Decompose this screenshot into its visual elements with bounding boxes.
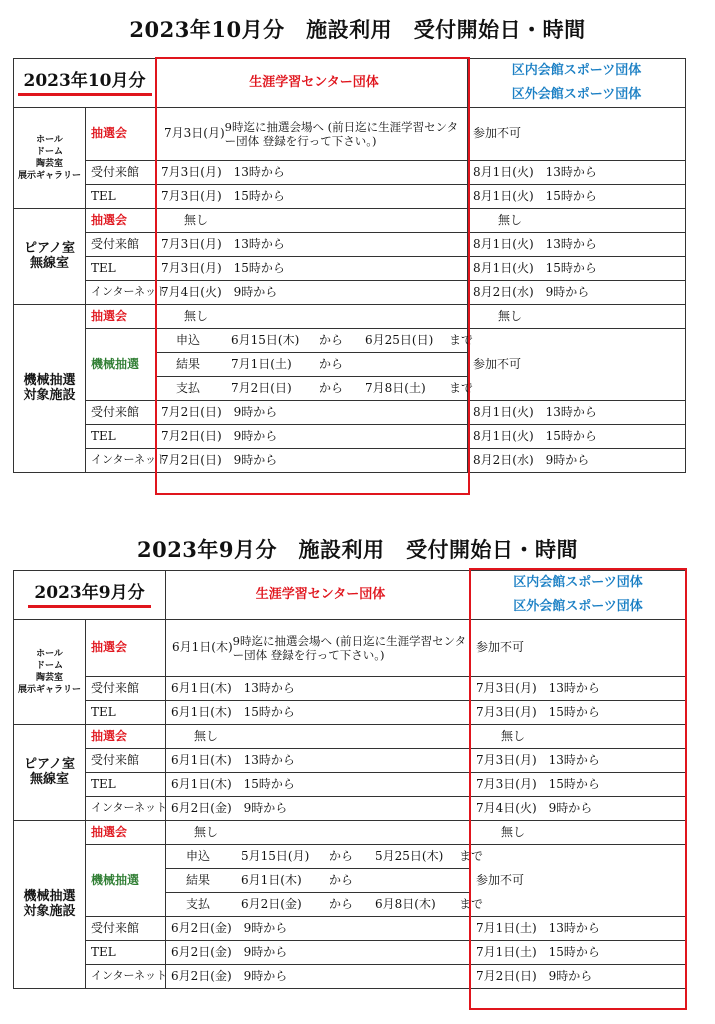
tel-ward: 8月1日(火) 15時から: [468, 257, 686, 281]
row-label-tel: TEL: [86, 773, 166, 797]
machine-apply: 申込 6月15日(木) から 6月25日(日) まで: [156, 329, 468, 353]
row-label-machine-lottery: 機械抽選: [86, 329, 156, 401]
lottery-lifelong: 無し: [156, 305, 468, 329]
machine-result: 結果 6月1日(木) から: [166, 869, 471, 893]
row-label-tel: TEL: [86, 185, 156, 209]
tel-lifelong: 7月3日(月) 15時から: [156, 185, 468, 209]
category-machine-group: 機械抽選 対象施設: [14, 821, 86, 989]
row-label-internet: インターネット: [86, 449, 156, 473]
schedule-table: [13, 570, 686, 989]
lottery-ward: 無し: [471, 725, 686, 749]
row-label-machine-lottery: 機械抽選: [86, 845, 166, 917]
tel-lifelong: 7月2日(日) 9時から: [156, 425, 468, 449]
month-label: 2023年9月分: [28, 582, 150, 608]
visit-lifelong: 7月3日(月) 13時から: [156, 233, 468, 257]
category-piano-group: ピアノ室 無線室: [14, 725, 86, 821]
lottery-date: 7月3日(月): [164, 126, 225, 141]
category-hall-group: ホール ドーム 陶芸室 展示ギャラリー: [14, 108, 86, 209]
lottery-lifelong: 無し: [156, 209, 468, 233]
row-label-visit: 受付来館: [86, 233, 156, 257]
ward-out-label: 区外会館スポーツ団体: [513, 599, 643, 614]
category-machine-group: 機械抽選 対象施設: [14, 305, 86, 473]
lottery-ward: 無し: [468, 209, 686, 233]
lottery-date: 6月1日(木): [172, 640, 233, 655]
row-label-lottery: 抽選会: [86, 108, 156, 161]
machine-pay: 支払 6月2日(金) から 6月8日(木) まで: [166, 893, 471, 917]
ward-out-label: 区外会館スポーツ団体: [511, 87, 642, 102]
row-label-lottery: 抽選会: [86, 821, 166, 845]
lottery-ward: 無し: [468, 305, 686, 329]
net-ward: 7月2日(日) 9時から: [471, 965, 686, 989]
column-header-lifelong: 生涯学習センター団体: [156, 59, 468, 108]
machine-pay: 支払 7月2日(日) から 7月8日(土) まで: [156, 377, 468, 401]
tel-ward: 8月1日(火) 15時から: [468, 185, 686, 209]
visit-ward: 7月3日(月) 13時から: [471, 749, 686, 773]
net-ward: 8月2日(水) 9時から: [468, 281, 686, 305]
lottery-lifelong: 無し: [166, 821, 471, 845]
net-lifelong: 7月2日(日) 9時から: [156, 449, 468, 473]
column-header-ward: [468, 59, 686, 108]
tel-ward: 7月1日(土) 15時から: [471, 941, 686, 965]
machine-ward: 参加不可: [471, 845, 686, 917]
net-lifelong: 6月2日(金) 9時から: [166, 797, 471, 821]
month-label: 2023年10月分: [18, 70, 152, 96]
row-label-visit: 受付来館: [86, 401, 156, 425]
row-label-tel: TEL: [86, 701, 166, 725]
lottery-ward: 参加不可: [468, 108, 686, 161]
column-header-lifelong: 生涯学習センター団体: [166, 571, 471, 620]
tel-ward: 7月3日(月) 15時から: [471, 701, 686, 725]
lottery-note: 9時迄に抽選会場へ (前日迄に生涯学習センター団体 登録を行って下さい。): [232, 633, 467, 662]
row-label-visit: 受付来館: [86, 917, 166, 941]
visit-lifelong: 7月3日(月) 13時から: [156, 161, 468, 185]
ward-in-label: 区内会館スポーツ団体: [511, 63, 642, 78]
schedule-table: [13, 58, 686, 473]
ward-in-label: 区内会館スポーツ団体: [513, 575, 643, 590]
table-header-month: [14, 571, 166, 620]
category-piano-group: ピアノ室 無線室: [14, 209, 86, 305]
row-label-lottery: 抽選会: [86, 725, 166, 749]
tel-lifelong: 6月1日(木) 15時から: [166, 701, 471, 725]
lottery-ward: 参加不可: [471, 620, 686, 677]
row-label-visit: 受付来館: [86, 749, 166, 773]
section-title: 2023年10月分 施設利用 受付開始日・時間: [129, 17, 586, 42]
visit-ward: 8月1日(火) 13時から: [468, 161, 686, 185]
lottery-lifelong: 無し: [166, 725, 471, 749]
row-label-lottery: 抽選会: [86, 305, 156, 329]
tel-ward: 8月1日(火) 15時から: [468, 425, 686, 449]
category-hall-group: ホール ドーム 陶芸室 展示ギャラリー: [14, 620, 86, 725]
section-title: 2023年9月分 施設利用 受付開始日・時間: [136, 537, 579, 562]
table-header-month: [14, 59, 156, 108]
row-label-tel: TEL: [86, 941, 166, 965]
machine-result: 結果 7月1日(土) から: [156, 353, 468, 377]
visit-lifelong: 7月2日(日) 9時から: [156, 401, 468, 425]
net-lifelong: 7月4日(火) 9時から: [156, 281, 468, 305]
visit-ward: 7月3日(月) 13時から: [471, 677, 686, 701]
lottery-cell: [156, 108, 468, 161]
tel-lifelong: 7月3日(月) 15時から: [156, 257, 468, 281]
tel-lifelong: 6月1日(木) 15時から: [166, 773, 471, 797]
net-lifelong: 6月2日(金) 9時から: [166, 965, 471, 989]
row-label-visit: 受付来館: [86, 161, 156, 185]
row-label-internet: インターネット: [86, 965, 166, 989]
visit-ward: 8月1日(火) 13時から: [468, 233, 686, 257]
row-label-internet: インターネット: [86, 281, 156, 305]
row-label-lottery: 抽選会: [86, 209, 156, 233]
net-ward: 8月2日(水) 9時から: [468, 449, 686, 473]
machine-apply: 申込 5月15日(月) から 5月25日(木) まで: [166, 845, 471, 869]
lottery-cell: [166, 620, 471, 677]
column-header-ward: [471, 571, 686, 620]
row-label-tel: TEL: [86, 257, 156, 281]
visit-lifelong: 6月2日(金) 9時から: [166, 917, 471, 941]
visit-ward: 8月1日(火) 13時から: [468, 401, 686, 425]
tel-lifelong: 6月2日(金) 9時から: [166, 941, 471, 965]
visit-ward: 7月1日(土) 13時から: [471, 917, 686, 941]
tel-ward: 7月3日(月) 15時から: [471, 773, 686, 797]
visit-lifelong: 6月1日(木) 13時から: [166, 677, 471, 701]
lottery-note: 9時迄に抽選会場へ (前日迄に生涯学習センター団体 登録を行って下さい。): [224, 119, 459, 148]
row-label-tel: TEL: [86, 425, 156, 449]
visit-lifelong: 6月1日(木) 13時から: [166, 749, 471, 773]
row-label-lottery: 抽選会: [86, 620, 166, 677]
machine-ward: 参加不可: [468, 329, 686, 401]
net-ward: 7月4日(火) 9時から: [471, 797, 686, 821]
row-label-internet: インターネット: [86, 797, 166, 821]
row-label-visit: 受付来館: [86, 677, 166, 701]
lottery-ward: 無し: [471, 821, 686, 845]
